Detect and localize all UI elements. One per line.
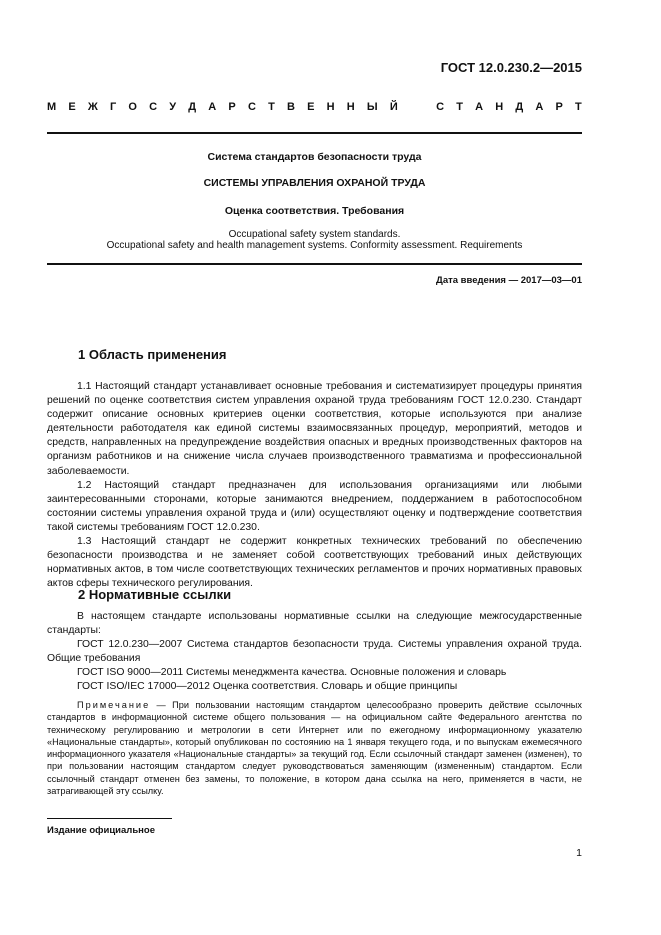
official-edition-label: Издание официальное <box>47 825 155 836</box>
banner-letter: Р <box>555 101 563 113</box>
section2-heading: 2 Нормативные ссылки <box>78 587 232 602</box>
banner-letter: А <box>535 101 544 113</box>
introduction-date: Дата введения — 2017—03—01 <box>436 275 582 286</box>
banner-letter: В <box>286 101 295 113</box>
title-rule <box>47 263 582 265</box>
page-number: 1 <box>576 847 582 859</box>
gost-code: ГОСТ 12.0.230.2—2015 <box>440 60 582 75</box>
banner-letter: М <box>47 101 57 113</box>
banner-letter: С <box>247 101 256 113</box>
paragraph-1-2: 1.2 Настоящий стандарт предназначен для использования организациями или любыми заинтересованными сторонами, которые занимаются внедрением, поддержанием в работоспособном состоянии системы управления охраной труда и (или) осуществляют оценку и подтверждение соответствия такой системы требованиям ГОСТ 12.0.230. <box>47 479 582 533</box>
reference-item: ГОСТ 12.0.230—2007 Система стандартов безопасности труда. Системы управления охраной труда. Общие требования <box>47 639 582 665</box>
banner-letter: Н <box>346 101 355 113</box>
banner-letter: У <box>169 101 177 113</box>
document-title: СИСТЕМЫ УПРАВЛЕНИЯ ОХРАНОЙ ТРУДА <box>203 177 426 189</box>
document-subtitle: Оценка соответствия. Требования <box>224 205 405 217</box>
banner-letter: Г <box>109 101 117 113</box>
banner-letter: А <box>475 101 484 113</box>
note-block <box>47 699 582 797</box>
paragraph-1-1: 1.1 Настоящий стандарт устанавливает основные требования и систематизирует процедуры принятия решений по оценке соответствия систем управления охраной труда требованиям ГОСТ 12.0.230. Стандарт содержит описание основных критериев оценки соответствия, которые используются при анализе деятельности работодателя как единой системы взаимосвязанных процедур, мероприятий, методов и средств, направленных на предупреждение воздействия опасных и вредных производственных факторов на организм работников и на снижение числа случаев производственного травматизма и профессиональной заболеваемости. <box>47 381 582 477</box>
banner-letter: О <box>128 101 137 113</box>
banner-letter: Е <box>68 101 76 113</box>
reference-item: ГОСТ ISO/IEC 17000—2012 Оценка соответствия. Словарь и общие принципы <box>77 681 458 693</box>
interstate-standard-banner <box>47 101 582 113</box>
banner-letter: Р <box>228 101 236 113</box>
banner-letter: Т <box>456 101 463 113</box>
banner-letter: Н <box>495 101 504 113</box>
reference-item: ГОСТ ISO 9000—2011 Системы менеджмента качества. Основные положения и словарь <box>77 667 507 679</box>
banner-letter: А <box>208 101 217 113</box>
banner-letter: Т <box>268 101 275 113</box>
banner-letter: Д <box>515 101 524 113</box>
paragraph-1-3: 1.3 Настоящий стандарт не содержит конкретных технических требований по обеспечению безопасности производства и не заменяет собой соответствующих требований иных действующих нормативных актов, в том числе соответствующих технических регламентов и прочих нормативных правовых актов сферы технического регулирования. <box>47 536 582 590</box>
banner-letter: Д <box>188 101 197 113</box>
section1-heading: 1 Область применения <box>78 347 227 362</box>
section2-body <box>47 610 582 695</box>
footer-rule <box>47 818 172 819</box>
english-title-line1: Occupational safety system standards. <box>228 229 401 240</box>
banner-letter: Н <box>326 101 335 113</box>
banner-letter: Т <box>575 101 582 113</box>
banner-letter: Ж <box>87 101 98 113</box>
system-title: Система стандартов безопасности труда <box>207 151 422 163</box>
banner-letter: С <box>436 101 445 113</box>
banner-letter: Й <box>389 101 398 113</box>
english-title-line2: Occupational safety and health management systems. Conformity assessment. Requirements <box>106 240 523 251</box>
section1-body <box>47 380 582 591</box>
banner-letter: Ы <box>366 101 378 113</box>
header-rule <box>47 132 582 134</box>
banner-letter: Е <box>307 101 315 113</box>
note-text: — При пользовании настоящим стандартом целесообразно проверить действие ссылочных стандартов в информационной системе общего пользования — на официальном сайте Федерального агентства по техническому регулированию и метрологии в сети Интернет или по ежегодному информационному указателю «Национальные стандарты», который опубликован по состоянию на 1 января текущего года, и по выпускам ежемесячного информационного указателя «Национальные стандарты» за текущий год. Если ссылочный стандарт заменен (изменен), то при пользовании настоящим стандартом следует руководствоваться заменяющим (измененным) стандартом. Если ссылочный стандарт отменен без замены, то положение, в котором дана ссылка на него, применяется в части, не затрагивающей эту ссылку. <box>47 700 582 797</box>
note-label: Примечание <box>77 700 151 710</box>
references-intro: В настоящем стандарте использованы нормативные ссылки на следующие межгосударственные стандарты: <box>47 611 582 637</box>
banner-letter: С <box>149 101 158 113</box>
